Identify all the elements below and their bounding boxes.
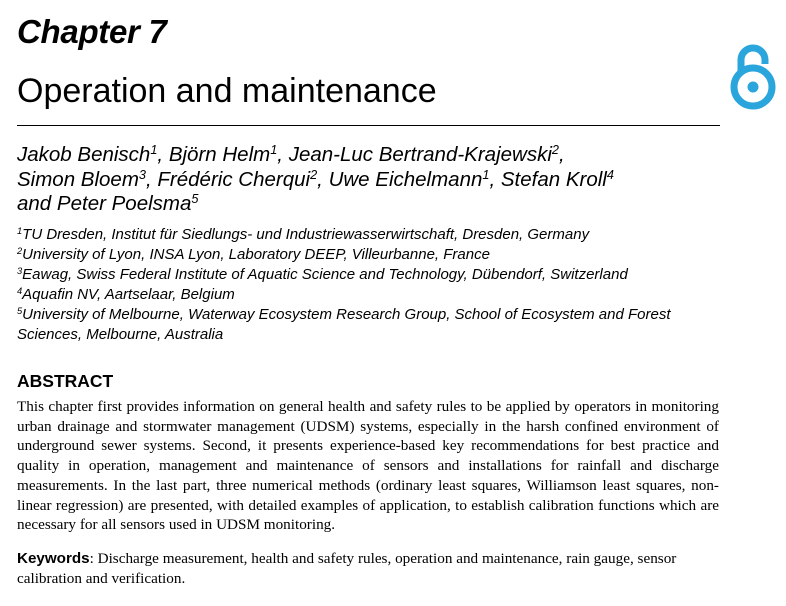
affiliation-text: Eawag, Swiss Federal Institute of Aquatic Science and Technology, Dübendorf, Switzerland [22,265,628,283]
author-affil-mark: 1 [150,142,158,158]
affiliation-item [17,265,707,285]
author-list: Jakob Benisch$^1$, Björn Helm$^1$, Jean-Luc Bertrand-Krajewski$^2$, Simon Bloem$^3$, Frédéric Cherqui$^2$, Uwe Eichelmann$^1$, Stefan Kroll$^4$ and Peter Poelsma$^5$ [17,142,614,216]
author-name: Jean-Luc Bertrand-Krajewski [288,143,552,166]
author-affil-mark: 1 [482,166,490,182]
affiliation-number: 3 [17,265,23,276]
affiliation-item [17,245,707,265]
affiliation-list [17,225,707,344]
abstract-heading: ABSTRACT [17,371,114,391]
author-affil-mark: 2 [551,142,559,158]
author-affil-mark: 1 [270,142,278,158]
author-name: Simon Bloem [17,167,139,191]
affiliation-number: 1 [17,225,23,236]
affiliation-text: University of Lyon, INSA Lyon, Laboratory DEEP, Villeurbanne, France [22,245,490,263]
author-affil-mark: 3 [138,166,146,182]
chapter-label: Chapter 7 [17,13,167,50]
keywords-paragraph [17,549,722,589]
open-access-lock-icon [728,40,778,112]
author-affil-mark: 2 [310,166,318,182]
affiliation-item [17,285,707,305]
author-affil-mark: 4 [606,166,614,182]
affiliation-text: TU Dresden, Institut für Siedlungs- und Industriewasserwirtschaft, Dresden, Germany [22,226,590,243]
affiliation-item [17,225,707,245]
author-name: Uwe Eichelmann [328,167,483,191]
author-affil-mark: 5 [191,191,199,207]
title-divider [17,125,720,126]
author-name: Frédéric Cherqui [157,167,311,191]
affiliation-number: 2 [17,245,23,256]
abstract-text: This chapter first provides information on general health and safety rules to be applied by operators in monitoring urban drainage and stormwater management (UDSM) systems, especially in the harsh confined environment of underground sewer systems. Second, it presents experience-based key recommendations for best practice and quality in operation, management and maintenance of sensors and installations for rainfall and discharge measurements. In the last part, three numerical methods (ordinary least squares, Williamson least squares, non-linear regression) are presented, with detailed examples of application, to establish calibration functions which are necessary for all sensors used in UDSM monitoring. [17,398,719,534]
affiliation-number: 4 [17,285,23,296]
author-name: Björn Helm [168,143,271,166]
affiliation-text: University of Melbourne, Waterway Ecosystem Research Group, School of Ecosystem and Forest Sciences, Melbourne, Australia [17,305,671,343]
keywords-text: : Discharge measurement, health and safety rules, operation and maintenance, rain gauge, sensor calibration and verification. [17,550,677,587]
affiliation-item [17,305,707,345]
author-connector: and [17,192,52,216]
affiliation-text: Aquafin NV, Aartselaar, Belgium [22,285,235,303]
author-name: Jakob Benisch [17,143,151,166]
keywords-label: Keywords [17,550,90,567]
author-name: Peter Poelsma [56,192,192,216]
open-access-keyhole [748,82,759,93]
chapter-title: Operation and maintenance [17,72,437,110]
author-name: Stefan Kroll [500,167,607,191]
affiliation-number: 5 [17,305,23,316]
